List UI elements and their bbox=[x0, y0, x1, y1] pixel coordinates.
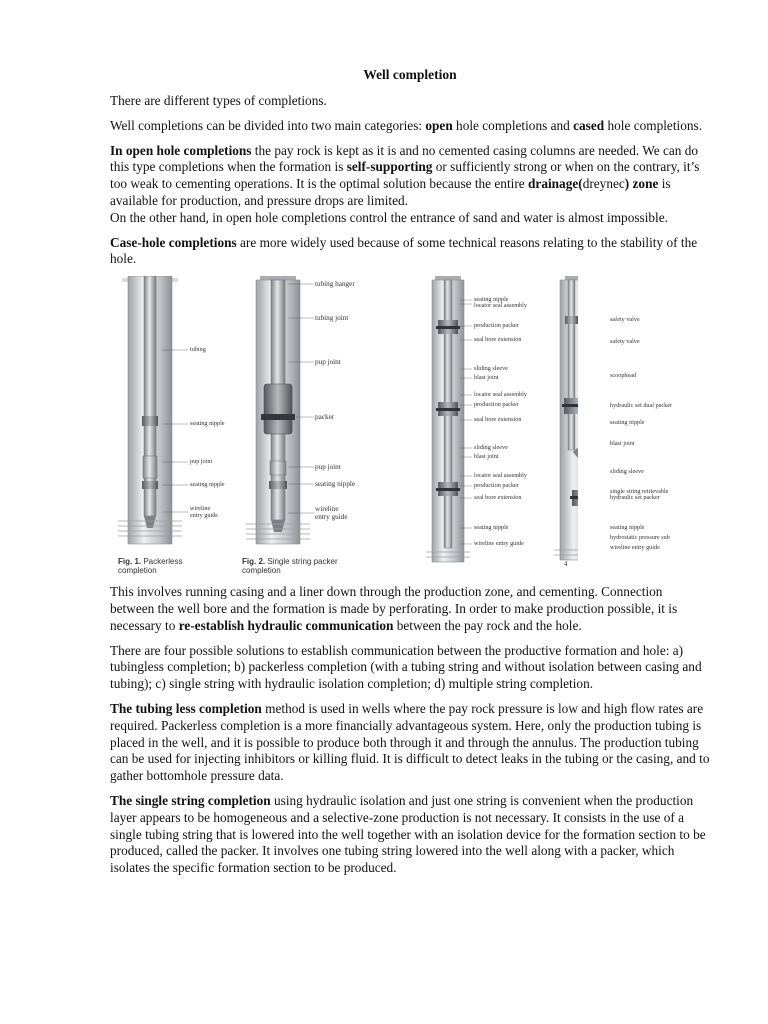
fig4-label-seating-nipple-2: seating nipple bbox=[610, 524, 645, 532]
text: is available for production, and pressure drops are limited. bbox=[110, 176, 671, 208]
fig2-label-entry-guide: entry guide bbox=[315, 513, 348, 522]
fig1-caption bbox=[118, 558, 182, 575]
text: This involves running casing and a liner down through the production zone, and cementing. Connection between the well bore and the formation is made by perforating. In order to make production possible, it is necessary to bbox=[110, 584, 678, 633]
text: hole completions. bbox=[604, 117, 703, 133]
paragraph-open-hole bbox=[110, 143, 710, 210]
fig4-label-sliding-sleeve: sliding sleeve bbox=[610, 468, 644, 476]
fig2-label-wireline: wireline bbox=[315, 505, 339, 514]
bold-term: cased bbox=[573, 117, 605, 133]
text: hole completions and bbox=[452, 117, 574, 133]
fig1-well-diagram bbox=[118, 276, 188, 544]
fig2-caption-text: Single string packer bbox=[265, 557, 338, 567]
fig2-caption-line2: completion bbox=[242, 565, 281, 575]
paragraph-four-solutions: There are four possible solutions to establish communication between the productive formation and hole: a) tubingless completion; b) packerless completion (with a tubing string and without isolation between casing and tubing); c) single string with hydraulic isolation completion; d) multiple string completion. bbox=[110, 642, 702, 692]
fig4-label-blast-joint: blast joint bbox=[610, 440, 635, 448]
fig2-label-seating-nipple: seating nipple bbox=[315, 480, 356, 489]
fig3-label-locator-seal-assembly-3: locator seal assembly bbox=[474, 472, 527, 480]
bold-term: ) zone bbox=[624, 176, 659, 192]
fig1-caption-text: Packerless bbox=[141, 557, 183, 567]
fig4-label-hydrostatic-pressure-sub: hydrostatic pressure sub bbox=[610, 534, 670, 542]
fig1-caption-line2: completion bbox=[118, 565, 157, 575]
fig2-label-pup-joint: pup joint bbox=[315, 358, 341, 367]
fig2-label-packer: packer bbox=[315, 413, 335, 422]
figure-page-marker: 4 bbox=[564, 560, 568, 569]
fig3-label-sliding-sleeve-2: sliding sleeve bbox=[474, 444, 508, 452]
bold-term: In open hole completions bbox=[110, 142, 252, 158]
fig4-label-wireline-entry-guide: wireline entry guide bbox=[610, 544, 660, 552]
fig3-label-seal-bore-extension: seal bore extension bbox=[474, 336, 522, 344]
fig1-caption-label: Fig. 1. bbox=[118, 557, 142, 567]
fig4-well-diagram bbox=[554, 276, 578, 560]
fig3-label-seal-bore-extension-3: seal bore extension bbox=[474, 494, 522, 502]
fig2-label-tubing-joint: tubing joint bbox=[315, 314, 349, 323]
bold-term: open bbox=[425, 117, 453, 133]
fig2-caption-label: Fig. 2. bbox=[242, 557, 266, 567]
document-title: Well completion bbox=[363, 67, 457, 82]
paragraph-open-hole-contrast: On the other hand, in open hole completions control the entrance of sand and water is almost impossible. bbox=[110, 209, 668, 225]
fig1-label-seating-nipple: seating nipple bbox=[190, 420, 225, 428]
paragraph-tubingless bbox=[110, 701, 710, 785]
fig3-label-seating-nipple-2: seating nipple bbox=[474, 524, 509, 532]
text: using hydraulic isolation and just one string is convenient when the production layer appears to be homogeneous and a selective-zone production is not necessary. It consists in the use of a single tubing string that is lowered into the well together with an isolation device for the formation section to be produced, called the packer. It involves one tubing string lowered into the well along with a packer, which isolates the specific formation section to be produced. bbox=[110, 792, 706, 876]
fig3-label-wireline-entry-guide: wireline entry guide bbox=[474, 540, 524, 548]
fig4-label-scoophead: scoophead bbox=[610, 372, 637, 380]
bold-term: Case-hole completions bbox=[110, 234, 237, 250]
bold-term: self-supporting bbox=[346, 159, 433, 175]
fig3-label-locator-seal-assembly: locator seal assembly bbox=[474, 302, 527, 310]
fig1-label-tubing: tubing bbox=[190, 346, 206, 354]
fig1-label-pup-joint: pup joint bbox=[190, 458, 213, 466]
fig3-label-sliding-sleeve: sliding sleeve bbox=[474, 365, 508, 373]
text: Well completions can be divided into two main categories: bbox=[110, 117, 426, 133]
fig2-well-diagram bbox=[246, 276, 314, 544]
text: dreynec bbox=[582, 176, 625, 192]
paragraph-single-string bbox=[110, 793, 710, 877]
bold-term: The single string completion bbox=[110, 792, 271, 808]
text: are more widely used because of some technical reasons relating to the stability of the hole. bbox=[110, 234, 698, 267]
fig3-well-diagram bbox=[426, 276, 472, 562]
bold-term: re-establish hydraulic communication bbox=[178, 617, 394, 633]
fig2-caption bbox=[242, 558, 338, 575]
text: method is used in wells where the pay rock pressure is low and high flow rates are required. Packerless completion is a more financially advantageous system. Here, only the production tubing is placed in the well, and it is possible to produce both through it and through the annulus. The production tubing can be used for injecting inhibitors or killing fluid. It is difficult to detect leaks in the tubing or the casing, and to gather bottomhole pressure data. bbox=[110, 700, 710, 784]
bold-term: drainage( bbox=[528, 176, 583, 192]
fig1-label-wireline: wireline bbox=[190, 505, 211, 513]
fig1-label-seating-nipple-2: seating nipple bbox=[190, 481, 225, 489]
fig2-label-pup-joint-2: pup joint bbox=[315, 463, 341, 472]
fig3-label-blast-joint: blast joint bbox=[474, 374, 499, 382]
text: or sufficiently strong or when on the contrary, it’s too weak to cementing operations. It is the optimal solution because the entire bbox=[110, 159, 700, 192]
completion-diagrams-figure bbox=[118, 276, 673, 576]
document-page bbox=[110, 66, 710, 885]
fig4-label-seating-nipple: seating nipple bbox=[610, 419, 645, 427]
bold-term: The tubing less completion bbox=[110, 700, 262, 716]
paragraph-intro: There are different types of completions. bbox=[110, 93, 327, 108]
paragraph-cased-hole bbox=[110, 235, 710, 269]
fig3-label-seal-bore-extension-2: seal bore extension bbox=[474, 416, 522, 424]
text: the pay rock is kept as it is and no cemented casing columns are needed. We can do this type completions when the formation is bbox=[110, 142, 699, 175]
fig4-label-safety-valve-2: safety valve bbox=[610, 338, 640, 346]
fig3-label-production-packer-2: production packer bbox=[474, 401, 519, 409]
fig3-label-locator-seal-assembly-2: locator seal assembly bbox=[474, 391, 527, 399]
text: between the pay rock and the hole. bbox=[393, 617, 582, 633]
fig3-label-seating-nipple: seating nipple bbox=[474, 296, 509, 304]
fig4-label-hydraulic-set-dual-packer: hydraulic set dual packer bbox=[610, 402, 673, 410]
fig4-label-safety-valve: safety valve bbox=[610, 316, 640, 324]
fig2-label-tubing-hanger: tubing hanger bbox=[315, 280, 355, 289]
fig4-label-single-string-retrievable: single string retrievable bbox=[610, 488, 669, 496]
fig4-label-hydraulic-set-packer: hydraulic set packer bbox=[610, 494, 660, 502]
paragraph-categories bbox=[110, 118, 710, 135]
fig3-label-blast-joint-2: blast joint bbox=[474, 453, 499, 461]
fig1-label-entry-guide: entry guide bbox=[190, 512, 219, 520]
fig3-label-production-packer: production packer bbox=[474, 322, 519, 330]
paragraph-perforation bbox=[110, 584, 710, 634]
fig3-label-production-packer-3: production packer bbox=[474, 482, 519, 490]
